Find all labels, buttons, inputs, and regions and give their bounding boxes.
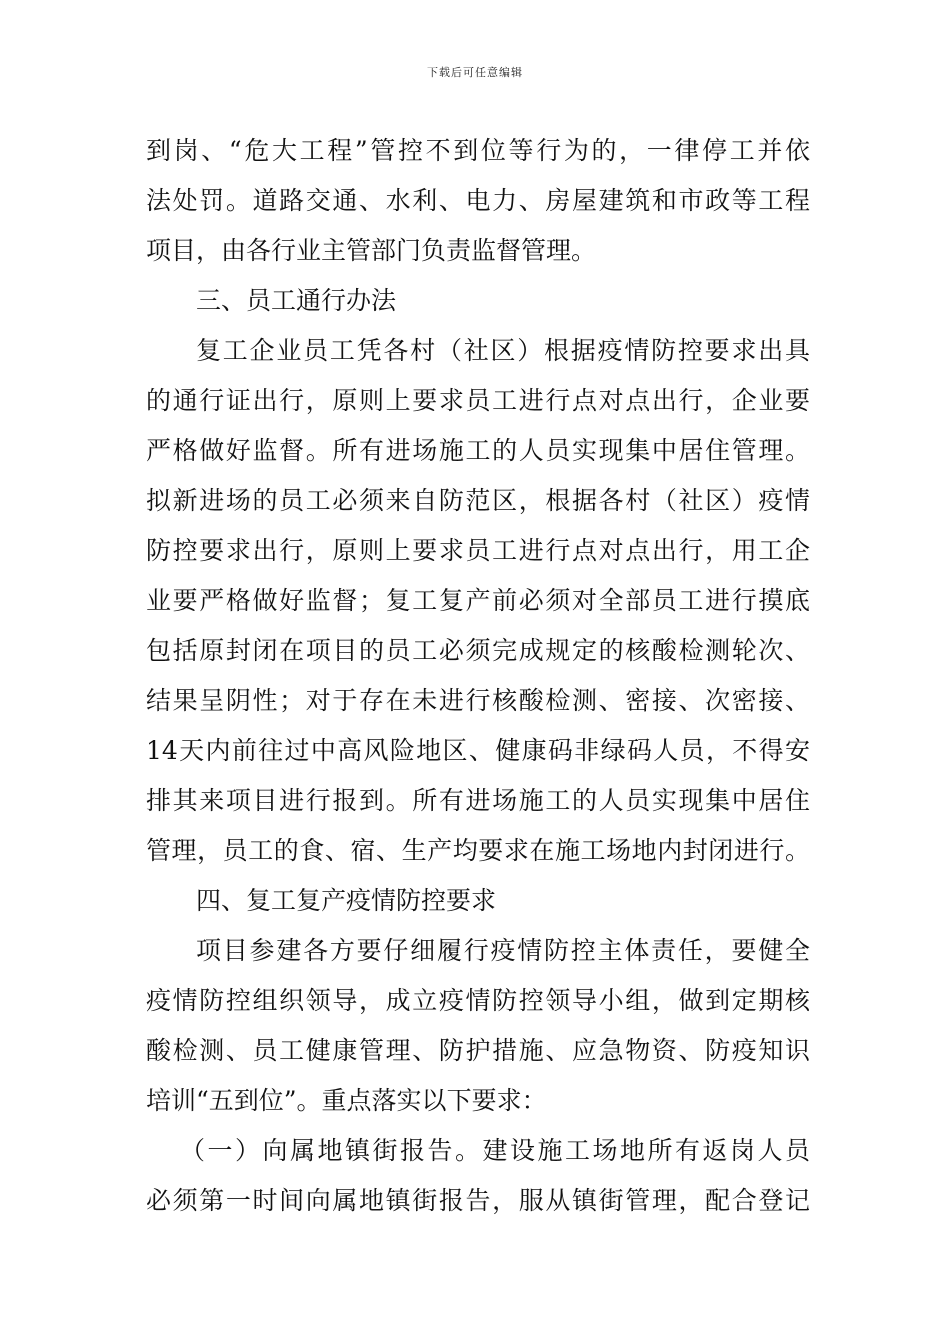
paragraph-line: 业要严格做好监督；复工复产前必须对全部员工进行摸底	[146, 586, 810, 615]
subsection-line: （一）向属地镇街报告。建设施工场地所有返岗人员	[180, 1136, 810, 1165]
paragraph-line: 拟新进场的员工必须来自防范区，根据各村（社区）疫情	[146, 486, 810, 515]
paragraph-line: 包括原封闭在项目的员工必须完成规定的核酸检测轮次、	[146, 636, 810, 665]
paragraph-line: 严格做好监督。所有进场施工的人员实现集中居住管理。	[146, 436, 810, 465]
paragraph-line: 项目，由各行业主管部门负责监督管理。	[146, 236, 597, 265]
paragraph-line: 必须第一时间向属地镇街报告，服从镇街管理，配合登记	[146, 1186, 810, 1215]
paragraph-line: 法处罚。道路交通、水利、电力、房屋建筑和市政等工程	[146, 186, 810, 215]
section-heading: 四、复工复产疫情防控要求	[196, 886, 497, 915]
paragraph-line: 结果呈阴性；对于存在未进行核酸检测、密接、次密接、	[146, 686, 810, 715]
paragraph-line: 排其来项目进行报到。所有进场施工的人员实现集中居住	[146, 786, 810, 815]
document-body	[146, 126, 810, 1226]
paragraph-line: 酸检测、员工健康管理、防护措施、应急物资、防疫知识	[146, 1036, 810, 1065]
paragraph-line: 疫情防控组织领导，成立疫情防控领导小组，做到定期核	[146, 986, 810, 1015]
page-header: 下载后可任意编辑	[427, 66, 523, 79]
paragraph-line: 复工企业员工凭各村（社区）根据疫情防控要求出具	[196, 336, 810, 365]
paragraph-line: 的通行证出行，原则上要求员工进行点对点出行，企业要	[146, 386, 810, 415]
paragraph-line: 到岗、“危大工程”管控不到位等行为的，一律停工并依	[146, 136, 810, 165]
paragraph-line: 防控要求出行，原则上要求员工进行点对点出行，用工企	[146, 536, 810, 565]
section-heading: 三、员工通行办法	[196, 286, 397, 315]
paragraph-line: 培训“五到位”。重点落实以下要求：	[146, 1086, 547, 1115]
paragraph-line: 项目参建各方要仔细履行疫情防控主体责任，要健全	[196, 936, 810, 965]
paragraph-line: 管理，员工的食、宿、生产均要求在施工场地内封闭进行。	[146, 836, 810, 865]
paragraph-line: 14天内前往过中高风险地区、健康码非绿码人员，不得安	[146, 736, 810, 765]
